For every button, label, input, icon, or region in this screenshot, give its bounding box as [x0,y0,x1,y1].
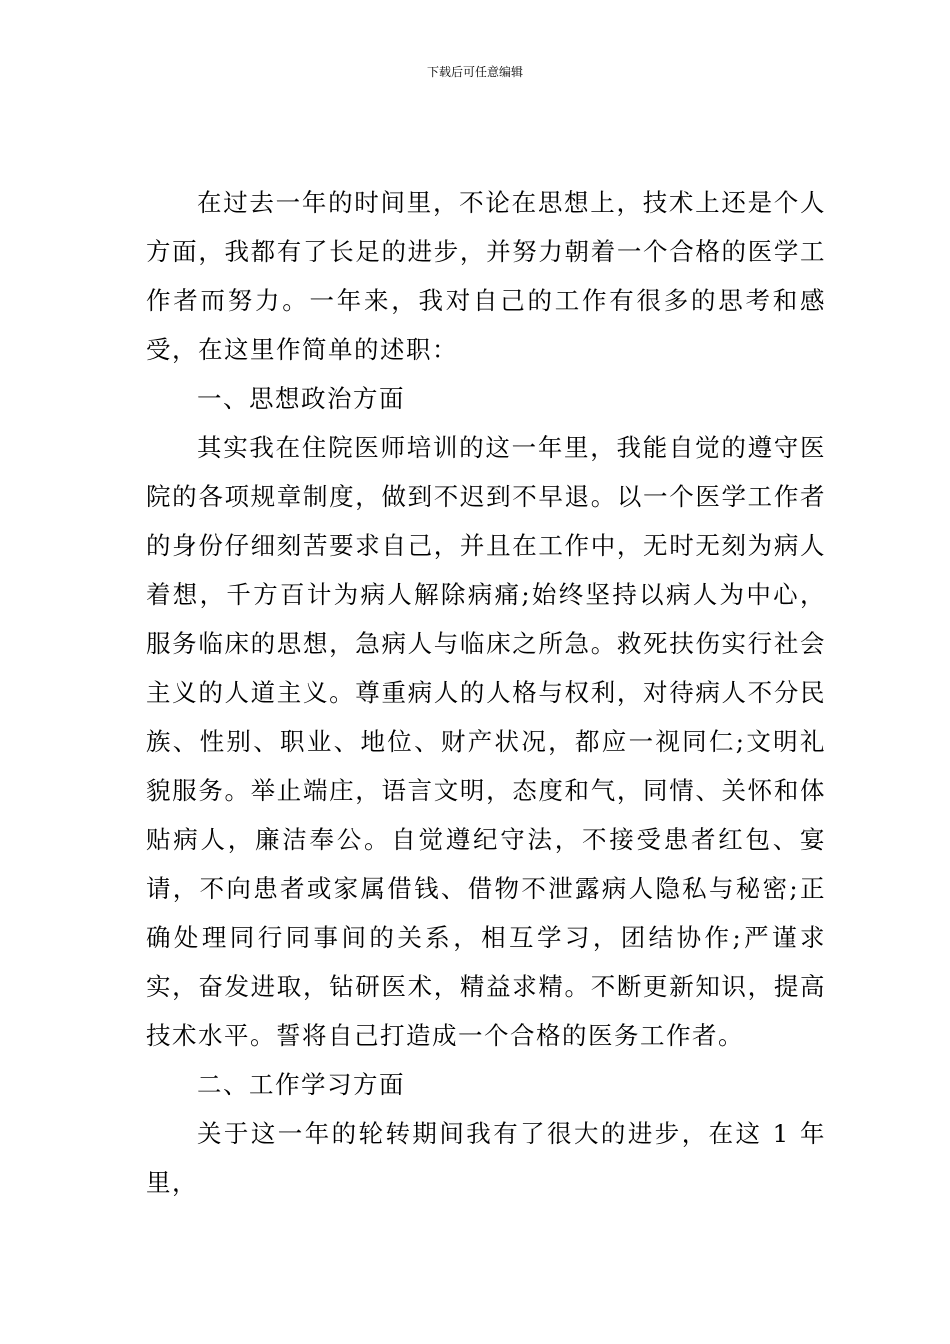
ideology-paragraph: 其实我在住院医师培训的这一年里，我能自觉的遵守医院的各项规章制度，做到不迟到不早退。以一个医学工作者的身份仔细刻苦要求自己，并且在工作中，无时无刻为病人着想，千方百计为病人解除病痛;始终坚持以病人为中心，服务临床的思想，急病人与临床之所急。救死扶伤实行社会主义的人道主义。尊重病人的人格与权利，对待病人不分民族、性别、职业、地位、财产状况，都应一视同仁;文明礼貌服务。举止端庄，语言文明，态度和气，同情、关怀和体贴病人，廉洁奉公。自觉遵纪守法，不接受患者红包、宴请，不向患者或家属借钱、借物不泄露病人隐私与秘密;正确处理同行同事间的关系，相互学习，团结协作;严谨求实，奋发进取，钻研医术，精益求精。不断更新知识，提高技术水平。誓将自己打造成一个合格的医务工作者。 [146,433,826,1050]
intro-paragraph: 在过去一年的时间里，不论在思想上，技术上还是个人方面，我都有了长足的进步，并努力朝着一个合格的医学工作者而努力。一年来，我对自己的工作有很多的思考和感受，在这里作简单的述职： [146,188,826,364]
work-study-paragraph: 关于这一年的轮转期间我有了很大的进步，在这 1 年里， [146,1119,826,1197]
page-header-note: 下载后可任意编辑 [426,65,523,79]
section-heading-work-study: 二、工作学习方面 [197,1070,405,1099]
section-heading-ideology: 一、思想政治方面 [197,384,405,413]
document-body [146,178,826,1207]
